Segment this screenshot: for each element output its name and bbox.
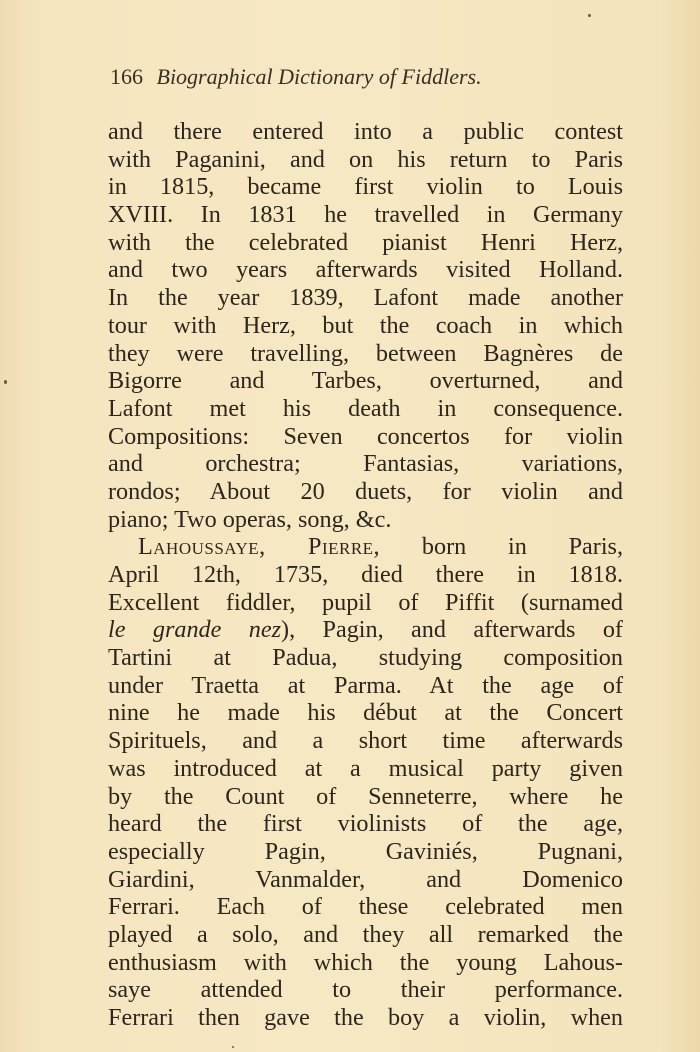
text-line: Bigorre and Tarbes, overturned, and [108,367,623,395]
text-line: Ferrari then gave the boy a violin, when [108,1004,623,1031]
text-line: heard the first violinists of the age, [108,810,623,838]
text-line: nine he made his début at the Concert [108,699,623,727]
body-text [108,118,623,1032]
page-number: 166 [110,64,143,89]
italic-phrase: le grande nez [108,616,282,644]
text-line: rondos; About 20 duets, for violin and [108,477,623,505]
entry-heading-line: Lahoussaye, Pierre, born in Paris, [138,533,624,561]
text-line: in 1815, became first violin to Louis [108,173,623,201]
running-title: Biographical Dictionary of Fiddlers. [156,64,482,89]
text-line: they were travelling, between Bagnères de [108,339,623,367]
text-line: Excellent fiddler, pupil of Piffit (surnamed [108,588,623,616]
text-line: and two years afterwards visited Holland. [108,256,623,284]
text-line: was introduced at a musical party given [108,754,623,782]
text-line: Ferrari. Each of these celebrated men [108,893,623,921]
text-line: played a solo, and they all remarked the [108,920,623,948]
entry-name: Lahoussaye, Pierre, [138,533,381,561]
text-line: XVIII. In 1831 he travelled in Germany [108,201,623,229]
text-line: le grande nez), Pagin, and afterwards of [108,616,623,644]
text-line: enthusiasm with which the young Lahous- [108,948,623,976]
text-line: April 12th, 1735, died there in 1818. [108,561,623,588]
text-line: piano; Two operas, song, &c. [108,505,392,533]
text-line: and there entered into a public contest [108,118,623,145]
text-line: Compositions: Seven concertos for violin [108,422,623,450]
page-header [110,62,610,92]
text-line: especially Pagin, Gaviniés, Pugnani, [108,837,623,865]
text-line: with Paganini, and on his return to Paris [108,145,623,173]
text-line: with the celebrated pianist Henri Herz, [108,228,623,256]
text-line: saye attended to their performance. [108,976,623,1004]
text-line: In the year 1839, Lafont made another [108,284,623,312]
text-line: by the Count of Senneterre, where he [108,782,623,810]
text-line: Lafont met his death in consequence. [108,394,623,422]
text-line: and orchestra; Fantasias, variations, [108,450,623,478]
paper-speck [588,14,591,17]
paper-speck [232,1046,234,1048]
text-line: Tartini at Padua, studying composition [108,644,623,672]
text-line: Spirituels, and a short time afterwards [108,727,623,755]
paper-speck [4,380,7,384]
text-line: Giardini, Vanmalder, and Domenico [108,865,623,893]
text-line: tour with Herz, but the coach in which [108,311,623,339]
text-line: under Traetta at Parma. At the age of [108,671,623,699]
